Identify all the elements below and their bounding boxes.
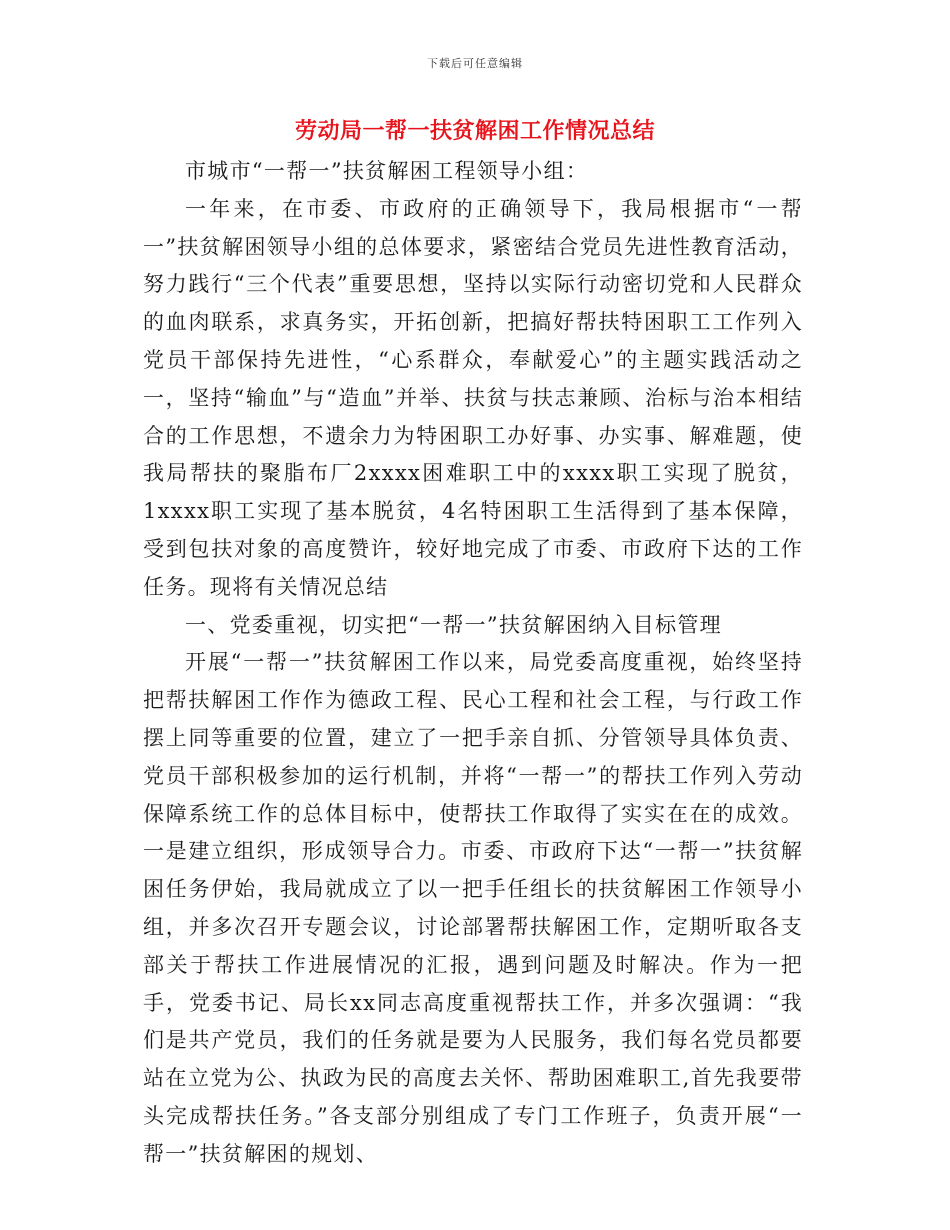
document-title: 劳动局一帮一扶贫解困工作情况总结 — [294, 118, 655, 144]
section-heading-1: 一、党委重视，切实把“一帮一”扶贫解困纳入目标管理 — [185, 612, 722, 637]
document-body — [143, 153, 803, 1174]
intro-paragraph: 一年来，在市委、市政府的正确领导下，我局根据市“一帮一”扶贫解困领导小组的总体要求，紧密结合党员先进性教育活动，努力践行“三个代表”重要思想，坚持以实际行动密切党和人民群众的血肉联系，求真务实，开拓创新，把搞好帮扶特困职工工作列入党员干部保持先进性，“心系群众，奉献爱心”的主题实践活动之一，坚持“输血”与“造血”并举、扶贫与扶志兼顾、治标与治本相结合的工作思想，不遗余力为特困职工办好事、办实事、解难题，使我局帮扶的聚脂布厂2xxxx困难职工中的xxxx职工实现了脱贫，1xxxx职工实现了基本脱贫，4名特困职工生活得到了基本保障，受到包扶对象的高度赞许，较好地完成了市委、市政府下达的工作任务。现将有关情况总结 — [143, 196, 803, 599]
page-header-note: 下载后可任意编辑 — [427, 57, 523, 70]
section-1-paragraph: 开展“一帮一”扶贫解困工作以来，局党委高度重视，始终坚持把帮扶解困工作作为德政工程、民心工程和社会工程，与行政工作摆上同等重要的位置，建立了一把手亲自抓、分管领导具体负责、党员干部积极参加的运行机制，并将“一帮一”的帮扶工作列入劳动保障系统工作的总体目标中，使帮扶工作取得了实实在在的成效。一是建立组织，形成领导合力。市委、市政府下达“一帮一”扶贫解困任务伊始，我局就成立了以一把手任组长的扶贫解困工作领导小组，并多次召开专题会议，讨论部署帮扶解困工作，定期听取各支部关于帮扶工作进展情况的汇报，遇到问题及时解决。作为一把手，党委书记、局长xx同志高度重视帮扶工作，并多次强调：“我们是共产党员，我们的任务就是要为人民服务，我们每名党员都要站在立党为公、执政为民的高度去关怀、帮助困难职工,首先我要带头完成帮扶任务。”各支部分别组成了专门工作班子，负责开展“一帮一”扶贫解困的规划、 — [143, 650, 803, 1166]
salutation-paragraph: 市城市“一帮一”扶贫解困工程领导小组： — [185, 159, 589, 183]
